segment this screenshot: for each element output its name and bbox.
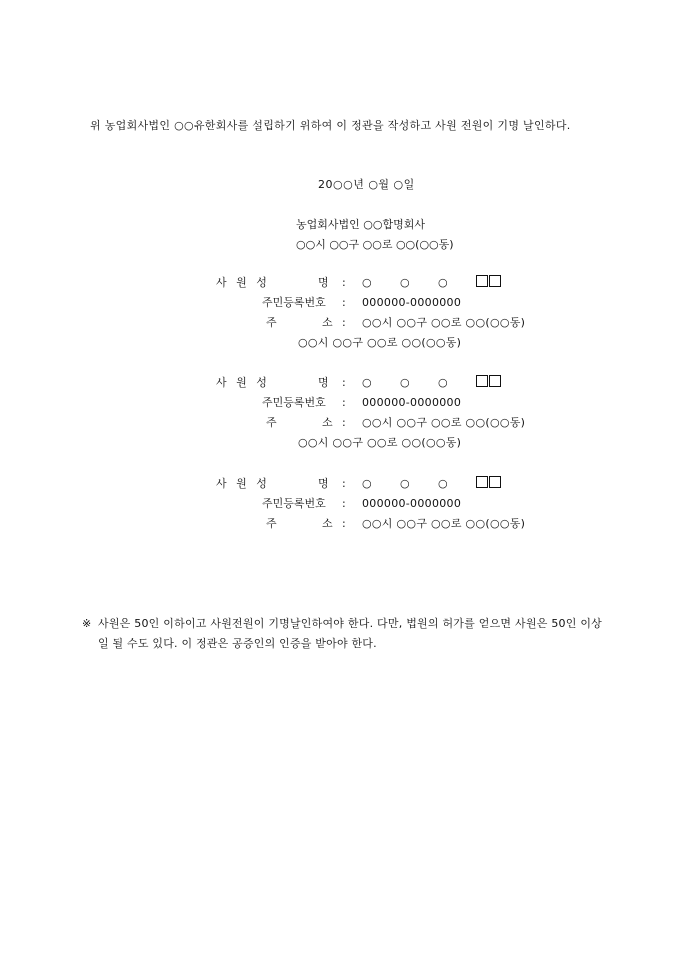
intro-paragraph: 위 농업회사법인 ○○유한회사를 설립하기 위하여 이 정관을 작성하고 사원 전원이 기명 날인하다.: [90, 119, 571, 132]
member-block-2: [216, 373, 606, 453]
name-mark: ○: [362, 376, 372, 389]
footnote: [82, 614, 602, 654]
member-rrn-value: 000000-0000000: [362, 396, 462, 409]
member-address-continued: ○○시 ○○구 ○○로 ○○(○○동): [298, 336, 462, 349]
member-name-value: [362, 474, 502, 494]
company-name: 농업회사법인 ○○합명회사: [296, 218, 425, 231]
seal-box: [476, 375, 488, 387]
member-address-cont-row: [216, 333, 606, 353]
member-rrn-row: [216, 293, 606, 313]
member-rrn-value: 000000-0000000: [362, 497, 462, 510]
name-mark: ○: [438, 276, 448, 289]
name-label: 사 원 성: [216, 276, 270, 289]
rrn-label: 주민등록번호: [262, 396, 326, 409]
colon: :: [342, 396, 346, 409]
member-address-row: [216, 313, 606, 333]
seal-box: [489, 275, 501, 287]
colon: :: [342, 416, 346, 429]
address-label-end: 소: [322, 316, 333, 329]
address-label: 주: [266, 316, 277, 329]
colon: :: [342, 477, 346, 490]
name-label: 사 원 성: [216, 376, 270, 389]
footnote-text: 사원은 50인 이하이고 사원전원이 기명날인하여야 한다. 다만, 법원의 허가를 얻으면 사원은 50인 이상일 될 수도 있다. 이 정관은 공증인의 인증을 받아야 한다.: [98, 617, 602, 650]
name-mark: ○: [438, 477, 448, 490]
member-address-row: [216, 514, 606, 534]
rrn-label: 주민등록번호: [262, 497, 326, 510]
member-name-value: [362, 273, 502, 293]
name-label-end: 명: [318, 376, 329, 389]
member-address-cont-row: [216, 433, 606, 453]
rrn-label: 주민등록번호: [262, 296, 326, 309]
company-address: ○○시 ○○구 ○○로 ○○(○○동): [296, 238, 454, 251]
member-address-continued: ○○시 ○○구 ○○로 ○○(○○동): [298, 436, 462, 449]
member-rrn-row: [216, 494, 606, 514]
member-block-3: [216, 474, 606, 534]
member-address-row: [216, 413, 606, 433]
reference-mark: ※: [82, 617, 92, 630]
seal-box: [476, 275, 488, 287]
colon: :: [342, 376, 346, 389]
member-address-value: ○○시 ○○구 ○○로 ○○(○○동): [362, 316, 526, 329]
seal-box: [476, 476, 488, 488]
date-line: 20○○년 ○월 ○일: [318, 178, 415, 191]
member-rrn-value: 000000-0000000: [362, 296, 462, 309]
address-label-end: 소: [322, 517, 333, 530]
name-mark: ○: [400, 276, 410, 289]
colon: :: [342, 296, 346, 309]
colon: :: [342, 517, 346, 530]
name-mark: ○: [362, 477, 372, 490]
address-label-end: 소: [322, 416, 333, 429]
member-name-row: [216, 273, 606, 293]
name-mark: ○: [400, 477, 410, 490]
member-block-1: [216, 273, 606, 353]
member-address-value: ○○시 ○○구 ○○로 ○○(○○동): [362, 517, 526, 530]
company-block: [296, 215, 454, 255]
member-name-value: [362, 373, 502, 393]
address-label: 주: [266, 517, 277, 530]
colon: :: [342, 276, 346, 289]
seal-box: [489, 476, 501, 488]
name-label-end: 명: [318, 276, 329, 289]
address-label: 주: [266, 416, 277, 429]
colon: :: [342, 316, 346, 329]
seal-box: [489, 375, 501, 387]
colon: :: [342, 497, 346, 510]
member-address-value: ○○시 ○○구 ○○로 ○○(○○동): [362, 416, 526, 429]
name-mark: ○: [362, 276, 372, 289]
member-name-row: [216, 474, 606, 494]
member-name-row: [216, 373, 606, 393]
name-mark: ○: [400, 376, 410, 389]
name-label-end: 명: [318, 477, 329, 490]
name-mark: ○: [438, 376, 448, 389]
name-label: 사 원 성: [216, 477, 270, 490]
member-rrn-row: [216, 393, 606, 413]
